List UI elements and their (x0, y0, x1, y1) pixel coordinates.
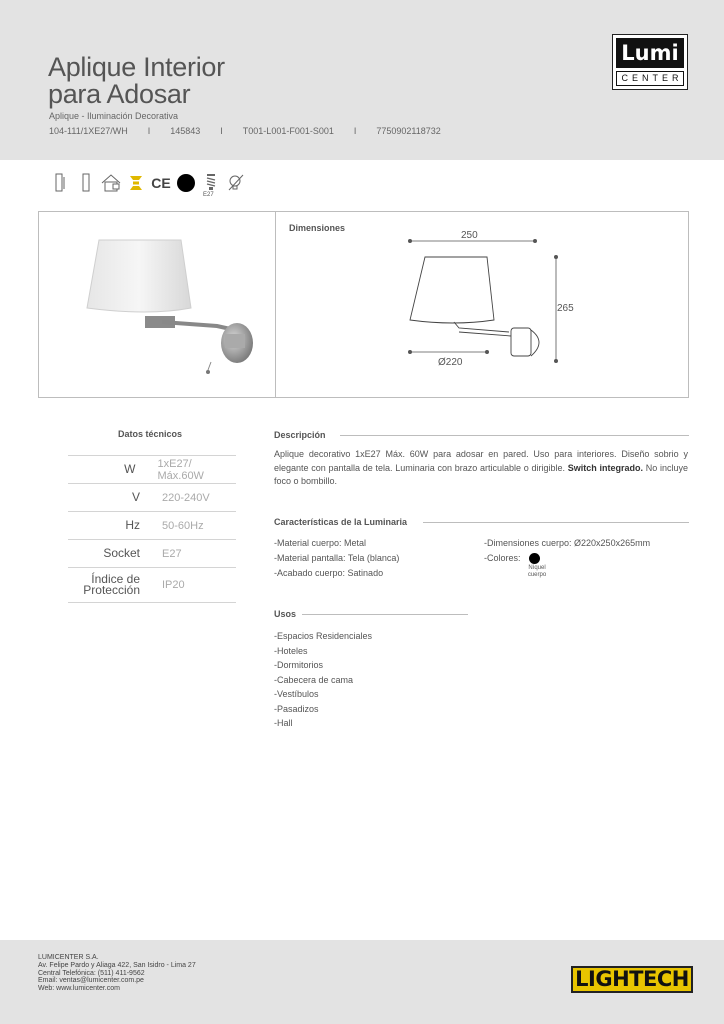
caracteristicas-rule (423, 522, 689, 523)
page-title (48, 54, 225, 108)
logo-bottom: CENTER (616, 71, 684, 86)
spec-value: 1xE27/ Máx.60W (157, 457, 204, 482)
logo-top: Lumi (616, 38, 684, 68)
spec-key-line: Protección (83, 583, 140, 597)
descripcion-text (274, 448, 688, 489)
colors-label: -Colores: (484, 553, 521, 563)
datos-tecnicos-title: Datos técnicos (118, 429, 183, 439)
caracteristicas-left (274, 536, 399, 581)
spec-value: IP20 (162, 579, 185, 591)
indoor-house-icon (100, 172, 122, 194)
color-name (517, 565, 557, 579)
feature-item (484, 551, 650, 566)
spec-row (68, 483, 236, 511)
color-name-line: Níquel (528, 565, 546, 571)
product-code: 7750902118732 (376, 126, 441, 136)
usos-list (274, 629, 372, 731)
datos-tecnicos-table (68, 455, 236, 603)
spec-row (68, 567, 236, 603)
feature-item: -Acabado cuerpo: Satinado (274, 568, 384, 578)
usos-rule (302, 614, 468, 615)
uso-item: -Hoteles (274, 645, 308, 656)
spec-key (68, 574, 140, 596)
lumicenter-logo (612, 34, 688, 90)
spec-row (68, 455, 236, 483)
e27-label: E27 (203, 192, 214, 198)
title-line-2: para Adosar (48, 79, 191, 109)
spec-key: W (124, 462, 136, 476)
spec-key-line: Índice de (91, 572, 140, 586)
spec-key: Socket (103, 546, 140, 560)
product-code: T001-L001-F001-S001 (242, 126, 334, 136)
descripcion-rule (340, 435, 689, 436)
descripcion-title: Descripción (274, 430, 326, 440)
company-web: Web: www.lumicenter.com (38, 985, 120, 993)
feature-item: -Dimensiones cuerpo: Ø220x250x265mm (484, 538, 651, 548)
frame-divider (275, 212, 276, 397)
spec-row (68, 511, 236, 539)
title-line-1: Aplique Interior (48, 52, 225, 82)
caracteristicas-right (484, 536, 650, 566)
desc-part: Aplique decorativo 1xE27 Máx. 60W para adosar en pared. Uso para interiores. Diseño sobrio y elegante con pantalla de tela. Luminaria con brazo articulable o dirigible. (274, 449, 688, 473)
uso-item: -Dormitorios (274, 660, 324, 670)
uso-item: -Espacios Residenciales (274, 631, 373, 641)
product-image-frame (38, 211, 689, 398)
company-name: LUMICENTER S.A. (38, 954, 99, 961)
uso-item: -Pasadizos (274, 703, 319, 714)
uso-item: -Hall (274, 718, 293, 728)
ce-mark-icon: CE (151, 175, 171, 191)
black-color-icon (175, 172, 197, 194)
spec-value: E27 (162, 547, 182, 560)
wall-mount-icon (50, 172, 72, 194)
product-code: 104-111/1XE27/WH (49, 126, 128, 136)
no-bulb-icon (225, 172, 247, 194)
uso-item: -Vestíbulos (274, 689, 319, 699)
e27-bulb-icon (200, 172, 222, 198)
lamp-photo (67, 230, 267, 390)
product-codes (49, 126, 441, 136)
uso-item: -Cabecera de cama (274, 674, 354, 685)
feature-icons (50, 172, 250, 202)
page-subtitle: Aplique - Iluminación Decorativa (49, 111, 179, 121)
height-value: 265 (557, 303, 574, 314)
spec-row (68, 539, 236, 567)
spec-value: 50-60Hz (162, 519, 204, 532)
company-address: Av. Felipe Pardo y Aliaga 422, San Isidro - Lima 27 (38, 961, 196, 969)
usos-title: Usos (274, 609, 297, 619)
lightech-logo: LIGHTECH (571, 966, 693, 993)
spec-key: V (131, 490, 140, 504)
dimensions-title: Dimensiones (289, 223, 346, 233)
width-value: 250 (461, 230, 478, 241)
color-name-line: cuerpo (527, 572, 547, 578)
wall-mount-alt-icon (75, 172, 97, 194)
code-separator: I (353, 126, 357, 136)
company-email: Email: ventas@lumicenter.com.pe (38, 977, 144, 985)
diameter-value: Ø220 (438, 357, 463, 368)
dimension-drawing (399, 232, 629, 382)
desc-part: No incluye foco o bombillo. (274, 462, 689, 486)
spec-key: Hz (125, 518, 140, 532)
caracteristicas-title: Características de la Luminaria (274, 517, 408, 527)
code-separator: I (147, 126, 151, 136)
spec-value: 220-240V (162, 491, 210, 504)
company-info (38, 954, 196, 993)
feature-item: -Material cuerpo: Metal (274, 538, 367, 548)
company-phone: Central Telefónica: (511) 411-9562 (38, 969, 145, 977)
code-separator: I (220, 126, 223, 136)
desc-bold: Switch integrado. (567, 462, 644, 473)
color-swatch (529, 553, 540, 564)
light-direction-icon (125, 172, 147, 194)
feature-item: -Material pantalla: Tela (blanca) (274, 553, 400, 563)
product-code: 145843 (170, 126, 201, 136)
